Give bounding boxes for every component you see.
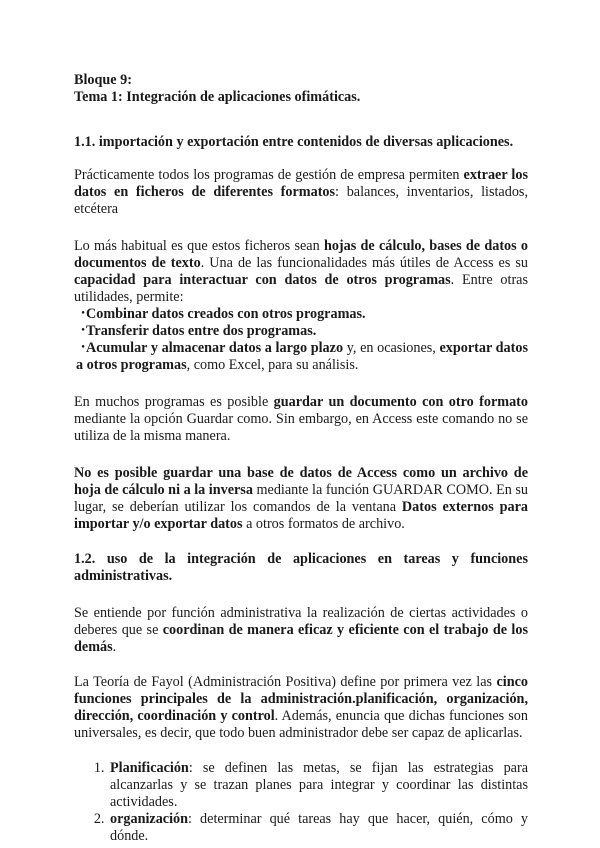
text-run: , como Excel, para su análisis. (186, 357, 359, 373)
bullet-combine (74, 306, 528, 323)
block-heading: Bloque 9: (74, 72, 132, 88)
text-run: y, en ocasiones, (343, 340, 440, 356)
paragraph-file-types (74, 238, 528, 306)
text-run: La Teoría de Fayol (Administración Positiva) define por primera vez las (74, 674, 497, 690)
text-run: : determinar qué tareas hay que hacer, quién, cómo y dónde. (110, 811, 528, 844)
bold-run: Datos externos para importar y/o exportar datos (74, 499, 528, 532)
bold-run: exportar datos a otros programas (76, 340, 528, 373)
bold-run: Acumular y almacenar datos a largo plazo (86, 340, 344, 356)
paragraph-fayol (74, 674, 528, 742)
paragraph-admin-function (74, 605, 528, 656)
bold-run: Planificación (110, 760, 189, 776)
bold-run: Combinar datos creados con otros programas. (86, 306, 366, 322)
text-run: Lo más habitual es que estos ficheros sean (74, 238, 324, 254)
text-run: . Una de las funcionalidades más útiles de Access es su (200, 255, 529, 271)
bold-run: guardar un documento con otro formato (273, 394, 528, 410)
section-heading-1-1: 1.1. importación y exportación entre contenidos de diversas aplicaciones. (74, 134, 514, 150)
text-run: : balances, inventarios, listados, etcétera (74, 184, 528, 217)
bullet-accumulate (74, 340, 528, 374)
topic-heading: Tema 1: Integración de aplicaciones ofimáticas. (74, 89, 361, 105)
bullet-icon: ・ (76, 323, 91, 339)
text-run: : se definen las metas, se fijan las estrategias para alcanzarlas y se trazan planes para integrar y coordinar las distintas actividades. (110, 760, 528, 810)
functions-list (74, 760, 528, 845)
bullet-transfer (74, 323, 528, 340)
bold-run: capacidad para interactuar con datos de otros programas (74, 272, 451, 288)
list-item-organization (108, 811, 528, 845)
text-run: . (112, 639, 117, 655)
paragraph-save-as (74, 394, 528, 445)
bold-run: extraer los datos en ficheros de diferentes formatos (74, 167, 528, 200)
bullet-icon: ・ (76, 340, 91, 356)
text-run: Se entiende por función administrativa la realización de ciertas actividades o deberes que se (74, 605, 528, 638)
bold-run: Transferir datos entre dos programas. (86, 323, 317, 339)
bold-run: No es posible guardar una base de datos de Access como un archivo de hoja de cálculo ni a la inversa (74, 465, 528, 498)
document-body (74, 72, 528, 845)
section-heading-1-2: 1.2. uso de la integración de aplicaciones en tareas y funciones administrativas. (74, 551, 528, 584)
bullet-icon: ・ (76, 306, 91, 322)
list-item-planning (108, 760, 528, 811)
text-run: mediante la función GUARDAR COMO. En su lugar, se deberían utilizar los comandos de la ventana (74, 482, 528, 515)
bold-run: cinco funciones principales de la administración.planificación, organización, dirección, coordinación y control (74, 674, 528, 724)
text-run: . Además, enuncia que dichas funciones son universales, es decir, que todo buen administrador debe ser capaz de aplicarlas. (74, 708, 528, 741)
bold-run: coordinan de manera eficaz y eficiente con el trabajo de los demás (74, 622, 528, 655)
text-run: En muchos programas es posible (74, 394, 274, 410)
paragraph-export-data (74, 167, 528, 218)
text-run: Prácticamente todos los programas de gestión de empresa permiten (74, 167, 464, 183)
bold-run: organización (110, 811, 189, 827)
text-run: mediante la opción Guardar como. Sin embargo, en Access este comando no se utiliza de la misma manera. (74, 411, 528, 444)
text-run: a otros formatos de archivo. (242, 516, 405, 532)
text-run: . Entre otras utilidades, permite: (74, 272, 528, 305)
bold-run: hojas de cálculo, bases de datos o documentos de texto (74, 238, 528, 271)
paragraph-access-limitation (74, 465, 528, 533)
